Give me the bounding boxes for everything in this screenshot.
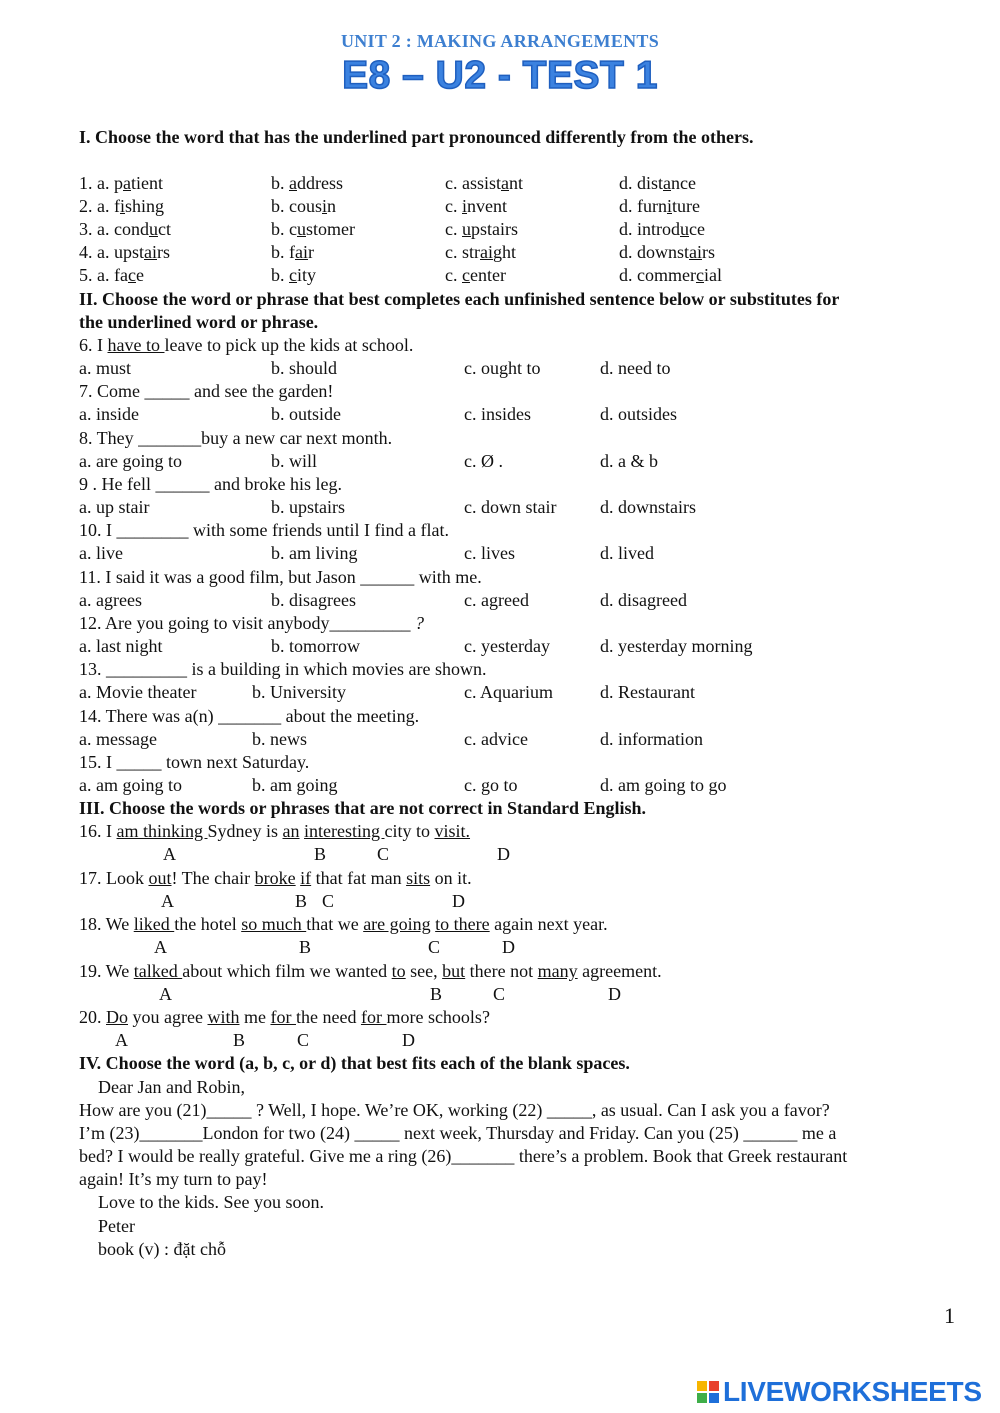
question-text: 19. We talked about which film we wanted to see, but there not many agreement.: [79, 961, 662, 981]
q4-option-d: d. downstairs: [619, 242, 716, 262]
option-c: c. insides: [464, 404, 531, 424]
brand-name: LIVEWORKSHEETS: [723, 1376, 982, 1407]
option-d: d. a & b: [600, 451, 658, 471]
option-c: c. down stair: [464, 497, 557, 517]
question-6: 6. I have to leave to pick up the kids at school.: [79, 335, 414, 355]
answer-letter-a: A: [163, 844, 176, 864]
option-c: c. lives: [464, 543, 515, 563]
option-a: a. agrees: [79, 590, 142, 610]
q4-option-b: b. fair: [271, 242, 314, 262]
liveworksheets-logo-icon: [697, 1381, 719, 1403]
option-d: d. information: [600, 729, 703, 749]
option-b: b. tomorrow: [271, 636, 360, 656]
vocabulary-note: book (v) : đặt chỗ: [98, 1239, 226, 1259]
q4-option-c: c. straight: [445, 242, 517, 262]
option-c: c. advice: [464, 729, 528, 749]
q4-option-a: 4. a. upstairs: [79, 242, 170, 262]
q1-option-c: c. assistant: [445, 173, 524, 193]
q1-option-b: b. address: [271, 173, 343, 193]
answer-letter-b: B: [233, 1030, 246, 1050]
letter-line-2: I’m (23)_______London for two (24) _____ next week, Thursday and Friday. Can you (25) ______ me a: [79, 1123, 837, 1143]
option-d: d. yesterday morning: [600, 636, 753, 656]
q5-option-b: b. city: [271, 265, 317, 285]
option-b: b. should: [271, 358, 338, 378]
option-d: d. disagreed: [600, 590, 687, 610]
answer-letter-a: A: [115, 1030, 128, 1050]
question-7: 7. Come _____ and see the garden!: [79, 381, 334, 401]
q3-option-b: b. customer: [271, 219, 355, 239]
answer-letter-a: A: [154, 937, 167, 957]
option-c: c. ought to: [464, 358, 541, 378]
question-14: 14. There was a(n) _______ about the meeting.: [79, 706, 420, 726]
unit-heading: UNIT 2 : MAKING ARRANGEMENTS: [340, 31, 660, 51]
answer-letter-d: D: [497, 844, 510, 864]
answer-letter-d: D: [452, 891, 465, 911]
option-b: b. am going: [252, 775, 338, 795]
letter-closing: Love to the kids. See you soon.: [98, 1192, 324, 1212]
q2-option-a: 2. a. fishing: [79, 196, 165, 216]
option-a: a. last night: [79, 636, 163, 656]
option-d: d. need to: [600, 358, 671, 378]
option-c: c. agreed: [464, 590, 529, 610]
answer-letter-d: D: [402, 1030, 415, 1050]
option-b: b. outside: [271, 404, 341, 424]
q3-option-d: d. introduce: [619, 219, 705, 239]
q5-option-c: c. center: [445, 265, 506, 285]
answer-letter-b: B: [299, 937, 312, 957]
option-c: c. Ø .: [464, 451, 503, 471]
answer-letter-d: D: [502, 937, 515, 957]
option-b: b. news: [252, 729, 307, 749]
option-a: a. up stair: [79, 497, 150, 517]
q2-option-c: c. invent: [445, 196, 508, 216]
question-text: 17. Look out! The chair broke if that fat man sits on it.: [79, 868, 472, 888]
question-text: 18. We liked the hotel so much that we are going to there again next year.: [79, 914, 608, 934]
question-13: 13. _________ is a building in which movies are shown.: [79, 659, 487, 679]
option-c: c. yesterday: [464, 636, 550, 656]
letter-greeting: Dear Jan and Robin,: [98, 1077, 245, 1097]
question-8: 8. They _______buy a new car next month.: [79, 428, 393, 448]
question-text: 16. I am thinking Sydney is an interesting city to visit.: [79, 821, 471, 841]
option-d: d. outsides: [600, 404, 678, 424]
q1-option-a: 1. a. patient: [79, 173, 163, 193]
q1-option-d: d. distance: [619, 173, 696, 193]
answer-letter-c: C: [297, 1030, 310, 1050]
letter-signature: Peter: [98, 1216, 135, 1236]
option-b: b. disagrees: [271, 590, 356, 610]
answer-letter-b: B: [430, 984, 443, 1004]
q3-option-a: 3. a. conduct: [79, 219, 171, 239]
option-b: b. am living: [271, 543, 358, 563]
question-12: 12. Are you going to visit anybody_________ ?: [79, 613, 424, 633]
q5-option-d: d. commercial: [619, 265, 722, 285]
option-d: d. am going to go: [600, 775, 727, 795]
option-a: a. live: [79, 543, 123, 563]
section-2-title: II. Choose the word or phrase that best completes each unfinished sentence below or substitutes for: [79, 289, 840, 309]
option-a: a. message: [79, 729, 157, 749]
option-c: c. Aquarium: [464, 682, 553, 702]
answer-letter-d: D: [608, 984, 621, 1004]
question-text: 20. Do you agree with me for the need for more schools?: [79, 1007, 490, 1027]
answer-letter-b: B: [295, 891, 308, 911]
q2-option-b: b. cousin: [271, 196, 337, 216]
answer-letter-a: A: [161, 891, 174, 911]
answer-letter-c: C: [493, 984, 506, 1004]
test-title: E8 – U2 - TEST 1: [342, 54, 658, 97]
letter-line-3: bed? I would be really grateful. Give me a ring (26)_______ there’s a problem. Book that Greek restaurant: [79, 1146, 848, 1166]
option-a: a. are going to: [79, 451, 182, 471]
option-a: a. Movie theater: [79, 682, 197, 702]
option-d: d. lived: [600, 543, 654, 563]
answer-letter-c: C: [322, 891, 335, 911]
q3-option-c: c. upstairs: [445, 219, 518, 239]
option-c: c. go to: [464, 775, 518, 795]
question-10: 10. I ________ with some friends until I find a flat.: [79, 520, 449, 540]
option-b: b. upstairs: [271, 497, 345, 517]
option-d: d. downstairs: [600, 497, 696, 517]
section-3-title: III. Choose the words or phrases that are not correct in Standard English.: [79, 798, 647, 818]
answer-letter-c: C: [377, 844, 390, 864]
section-2-title-cont: the underlined word or phrase.: [79, 312, 319, 332]
option-d: d. Restaurant: [600, 682, 695, 702]
answer-letter-c: C: [428, 937, 441, 957]
section-1-title: I. Choose the word that has the underlined part pronounced differently from the others.: [79, 127, 754, 147]
page-number: 1: [944, 1303, 955, 1328]
option-b: b. University: [252, 682, 346, 702]
option-a: a. must: [79, 358, 131, 378]
question-11: 11. I said it was a good film, but Jason ______ with me.: [79, 567, 482, 587]
option-b: b. will: [271, 451, 318, 471]
letter-line-4: again! It’s my turn to pay!: [79, 1169, 268, 1189]
option-a: a. am going to: [79, 775, 182, 795]
question-9: 9 . He fell ______ and broke his leg.: [79, 474, 342, 494]
liveworksheets-brand[interactable]: [697, 1376, 982, 1408]
question-15: 15. I _____ town next Saturday.: [79, 752, 310, 772]
option-a: a. inside: [79, 404, 139, 424]
q5-option-a: 5. a. face: [79, 265, 144, 285]
q2-option-d: d. furniture: [619, 196, 700, 216]
answer-letter-a: A: [159, 984, 172, 1004]
answer-letter-b: B: [314, 844, 327, 864]
letter-line-1: How are you (21)_____ ? Well, I hope. We’re OK, working (22) _____, as usual. Can I ask you a favor?: [79, 1100, 830, 1120]
section-4-title: IV. Choose the word (a, b, c, or d) that best fits each of the blank spaces.: [79, 1053, 630, 1073]
